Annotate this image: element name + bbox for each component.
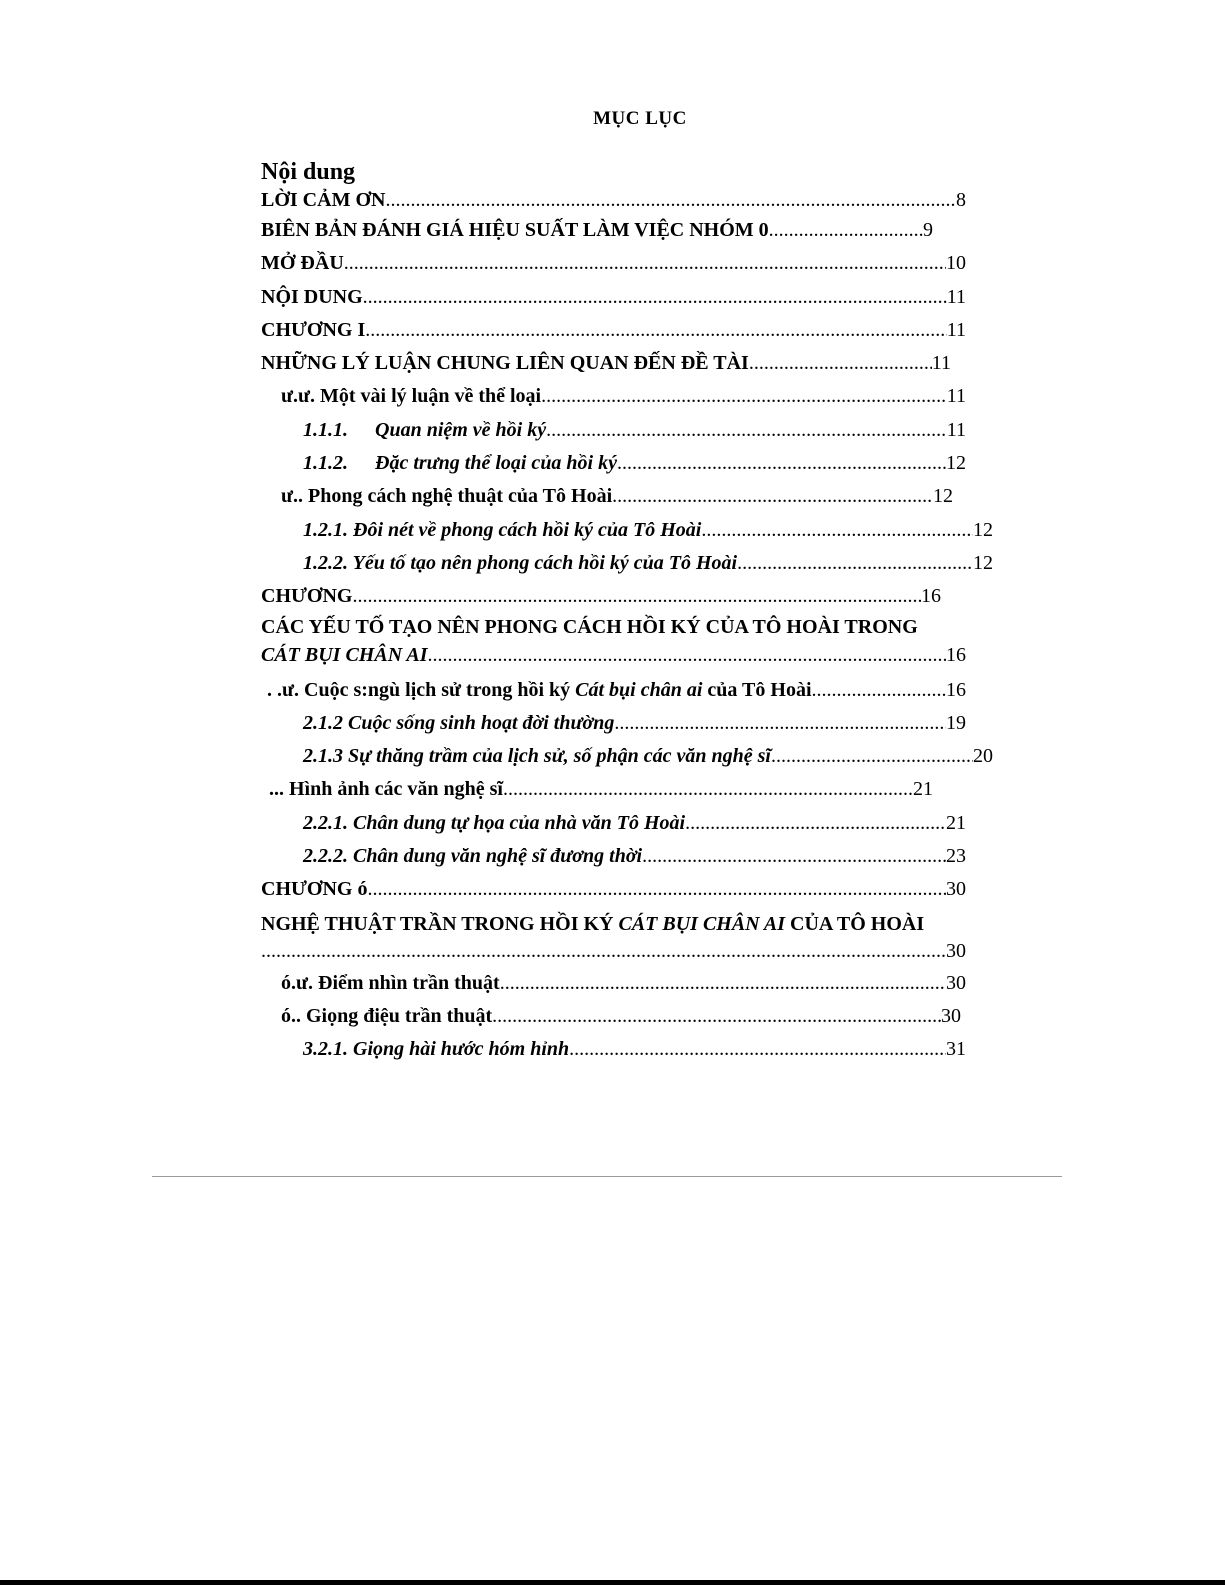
toc-entry-page: 11 (946, 385, 966, 408)
toc-entry-page: 31 (946, 1038, 966, 1061)
toc-entry-label: 2.1.2 Cuộc sống sinh hoạt đời thường (303, 711, 615, 734)
dot-leader (771, 740, 973, 773)
toc-entry-label (267, 674, 812, 707)
table-of-contents (261, 158, 993, 1067)
toc-entry[interactable] (261, 1033, 966, 1066)
dot-leader (365, 314, 946, 347)
bottom-edge-rule (0, 1580, 1225, 1585)
toc-entry-title: Quan niệm về hồi ký (375, 418, 547, 441)
dot-leader (385, 186, 956, 214)
toc-entry-label: LỜI CẢM ƠN (261, 189, 386, 211)
dot-leader (614, 707, 946, 740)
dot-leader (617, 447, 946, 480)
toc-entry[interactable] (261, 873, 966, 906)
toc-entry-label: ... Hình ảnh các văn nghệ sĩ (269, 778, 503, 801)
toc-entry[interactable] (261, 937, 966, 967)
dot-leader (352, 580, 921, 613)
dot-leader (749, 347, 932, 380)
toc-entry-label (303, 414, 546, 447)
toc-entry-page: 10 (946, 252, 966, 275)
toc-entry-title-italic: Cát bụi chân ai (575, 678, 703, 701)
toc-entry-page: 12 (973, 518, 993, 541)
dot-leader (261, 937, 946, 965)
dot-leader (500, 967, 946, 1000)
toc-entry-page: 30 (946, 939, 966, 962)
toc-entry-page: 30 (946, 878, 966, 901)
toc-entry-label: BIÊN BẢN ĐÁNH GIÁ HIỆU SUẤT LÀM VIỆC NHÓM 0 (261, 219, 769, 241)
toc-entry[interactable] (261, 514, 993, 547)
toc-entry-label: CÁC YẾU TỐ TẠO NÊN PHONG CÁCH HỒI KÝ CỦA TÔ HOÀI TRONG (261, 615, 918, 638)
toc-entry[interactable] (261, 707, 966, 740)
toc-entry-page: 30 (946, 971, 966, 994)
toc-entry[interactable] (261, 414, 966, 447)
toc-entry[interactable] (261, 547, 993, 580)
toc-entry-page: 20 (973, 745, 993, 768)
toc-entry[interactable] (261, 640, 966, 674)
dot-leader (546, 414, 947, 447)
toc-entry-label: MỞ ĐẦU (261, 252, 344, 275)
toc-entry-page: 16 (946, 678, 966, 701)
dot-leader (701, 514, 973, 547)
toc-entry-title-c: CỦA TÔ HOÀI (785, 912, 925, 935)
toc-entry-label: 3.2.1. Giọng hài hước hóm hỉnh (303, 1038, 570, 1061)
toc-entry-page: 19 (946, 711, 966, 734)
toc-entry-title-italic: CÁT BỤI CHÂN AI (618, 912, 786, 935)
toc-entry[interactable] (261, 380, 966, 413)
toc-entry[interactable] (261, 614, 966, 640)
toc-entry-page: 30 (941, 1004, 961, 1027)
page-title: MỤC LỤC (593, 108, 687, 129)
toc-entry-title-a: . .ư. Cuộc s:ngù lịch sử trong hồi ký (267, 678, 576, 701)
dot-leader (685, 807, 946, 840)
page-break-divider (152, 1176, 1062, 1177)
toc-entry[interactable] (261, 967, 966, 1000)
toc-entry-label: CÁT BỤI CHÂN AI (261, 643, 428, 666)
toc-entry-page: 12 (933, 485, 953, 508)
dot-leader (503, 773, 913, 806)
dot-leader (737, 547, 973, 580)
toc-entry-page: 11 (946, 285, 966, 308)
toc-entry[interactable] (261, 807, 966, 840)
toc-entry-page: 21 (913, 778, 933, 801)
dot-leader (363, 281, 947, 314)
toc-entry-label: 2.1.3 Sự thăng trầm của lịch sử, số phận các văn nghệ sĩ (303, 745, 771, 768)
toc-entry-label: ó.ư. Điểm nhìn trần thuật (281, 971, 500, 994)
toc-entry[interactable] (261, 1000, 961, 1033)
toc-entry[interactable] (261, 773, 933, 806)
toc-entry-label: 2.2.2. Chân dung văn nghệ sĩ đương thời (303, 845, 643, 868)
toc-entry[interactable] (261, 214, 933, 247)
toc-entry[interactable] (261, 907, 966, 937)
toc-entry-label: NỘI DUNG (261, 285, 363, 308)
dot-leader (612, 480, 933, 513)
dot-leader (812, 674, 947, 707)
toc-entry[interactable] (261, 281, 966, 314)
toc-entry-page: 23 (946, 845, 966, 868)
toc-entry-page: 11 (946, 418, 966, 441)
toc-entry-label: ó.. Giọng điệu trần thuật (281, 1004, 493, 1027)
toc-entry-label: CHƯƠNG I (261, 318, 366, 341)
toc-entry-title-c: của Tô Hoài (702, 678, 812, 701)
toc-entry[interactable] (261, 480, 953, 513)
toc-entry-page: 11 (931, 352, 951, 375)
toc-entry-number: 1.1.1. (303, 418, 348, 441)
toc-entry-label (261, 907, 924, 941)
toc-entry-page: 12 (946, 452, 966, 475)
toc-entry-title-a: NGHỆ THUẬT TRẦN TRONG HỒI KÝ (261, 912, 619, 935)
toc-entry-label: ư.. Phong cách nghệ thuật của Tô Hoài (281, 485, 613, 508)
toc-entry-page: 12 (973, 551, 993, 574)
toc-entry-label: CHƯƠNG ó (261, 878, 368, 901)
toc-entry[interactable] (261, 580, 941, 613)
toc-entry[interactable] (261, 840, 966, 873)
toc-entry[interactable] (261, 314, 966, 347)
dot-leader (344, 247, 946, 280)
dot-leader (492, 1000, 941, 1033)
toc-entry[interactable] (261, 347, 951, 380)
dot-leader (541, 380, 947, 413)
toc-entry[interactable] (261, 247, 966, 280)
toc-entry-label (303, 447, 617, 480)
dot-leader (428, 640, 946, 670)
toc-entry-page: 9 (923, 219, 933, 241)
toc-entry[interactable] (261, 186, 966, 214)
toc-entry-label: 1.2.1. Đôi nét về phong cách hồi ký của Tô Hoài (303, 518, 702, 541)
toc-entry[interactable] (261, 674, 966, 707)
toc-entry-page: 8 (956, 189, 966, 211)
toc-entry-label: 1.2.2. Yếu tố tạo nên phong cách hồi ký của Tô Hoài (303, 551, 738, 574)
toc-entry-label: CHƯƠNG (261, 585, 353, 608)
toc-entry-label: 2.2.1. Chân dung tự họa của nhà văn Tô Hoài (303, 811, 686, 834)
dot-leader (569, 1033, 946, 1066)
dot-leader (367, 873, 946, 906)
dot-leader (769, 214, 923, 247)
toc-entry-title: Đặc trưng thể loại của hồi ký (375, 452, 617, 475)
toc-entry-label: ư.ư. Một vài lý luận về thể loại (281, 385, 542, 408)
toc-entry-page: 21 (946, 811, 966, 834)
toc-entry-page: 16 (921, 585, 941, 608)
toc-heading: Nội dung (261, 159, 356, 185)
toc-entry-page: 11 (946, 318, 966, 341)
toc-entry-page: 16 (946, 643, 966, 666)
toc-entry-label: NHỮNG LÝ LUẬN CHUNG LIÊN QUAN ĐẾN ĐỀ TÀI (261, 352, 749, 375)
toc-entry[interactable] (261, 740, 993, 773)
toc-entry[interactable] (261, 447, 966, 480)
dot-leader (642, 840, 946, 873)
toc-entry-number: 1.1.2. (303, 452, 348, 475)
